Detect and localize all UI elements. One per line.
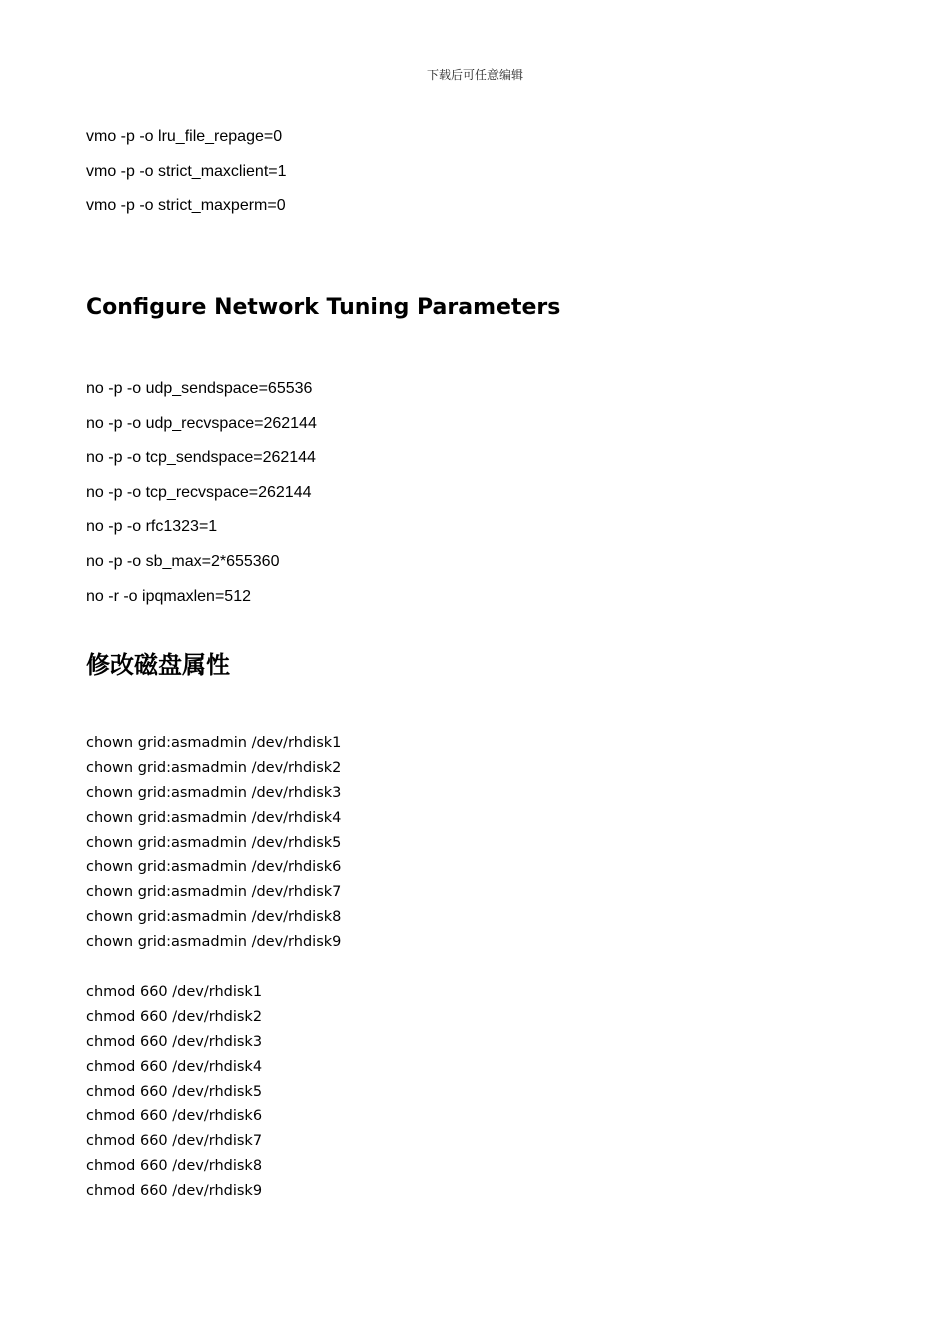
chmod-command: chmod 660 /dev/rhdisk9 (86, 1183, 263, 1200)
network-section-title: Configure Network Tuning Parameters (86, 295, 561, 320)
chown-command-list (86, 731, 341, 955)
chown-command: chown grid:asmadmin /dev/rhdisk6 (86, 859, 342, 876)
chmod-command: chmod 660 /dev/rhdisk3 (86, 1033, 263, 1050)
chmod-command-list (86, 980, 262, 1204)
chown-command: chown grid:asmadmin /dev/rhdisk2 (86, 759, 342, 776)
chown-command: chown grid:asmadmin /dev/rhdisk3 (86, 784, 342, 801)
chmod-command: chmod 660 /dev/rhdisk6 (86, 1108, 263, 1125)
page-header: 下载后可任意编辑 (426, 68, 523, 82)
chown-command: chown grid:asmadmin /dev/rhdisk4 (86, 809, 342, 826)
disk-section-title: 修改磁盘属性 (86, 651, 230, 679)
chown-command: chown grid:asmadmin /dev/rhdisk5 (86, 834, 342, 851)
chmod-command: chmod 660 /dev/rhdisk5 (86, 1083, 263, 1100)
vmo-command: vmo -p -o lru_file_repage=0 (86, 128, 283, 145)
network-command: no -p -o tcp_recvspace=262144 (86, 483, 312, 501)
network-command: no -r -o ipqmaxlen=512 (86, 587, 251, 605)
vmo-command: vmo -p -o strict_maxperm=0 (86, 197, 286, 215)
network-command: no -p -o tcp_sendspace=262144 (86, 449, 316, 467)
network-command: no -p -o udp_recvspace=262144 (86, 414, 317, 432)
chmod-command: chmod 660 /dev/rhdisk8 (86, 1158, 263, 1175)
network-command: no -p -o udp_sendspace=65536 (86, 380, 313, 397)
vmo-command-list (86, 127, 287, 216)
network-command: no -p -o rfc1323=1 (86, 518, 218, 536)
chown-command: chown grid:asmadmin /dev/rhdisk9 (86, 934, 342, 951)
chmod-command: chmod 660 /dev/rhdisk4 (86, 1058, 263, 1075)
chmod-command: chmod 660 /dev/rhdisk1 (86, 984, 263, 1000)
chmod-command: chmod 660 /dev/rhdisk7 (86, 1133, 263, 1150)
chown-command: chown grid:asmadmin /dev/rhdisk1 (86, 735, 342, 751)
chown-command: chown grid:asmadmin /dev/rhdisk8 (86, 909, 342, 926)
vmo-command: vmo -p -o strict_maxclient=1 (86, 162, 287, 180)
network-command: no -p -o sb_max=2*655360 (86, 552, 280, 570)
chown-command: chown grid:asmadmin /dev/rhdisk7 (86, 884, 342, 901)
network-command-list (86, 379, 317, 607)
chmod-command: chmod 660 /dev/rhdisk2 (86, 1008, 263, 1025)
